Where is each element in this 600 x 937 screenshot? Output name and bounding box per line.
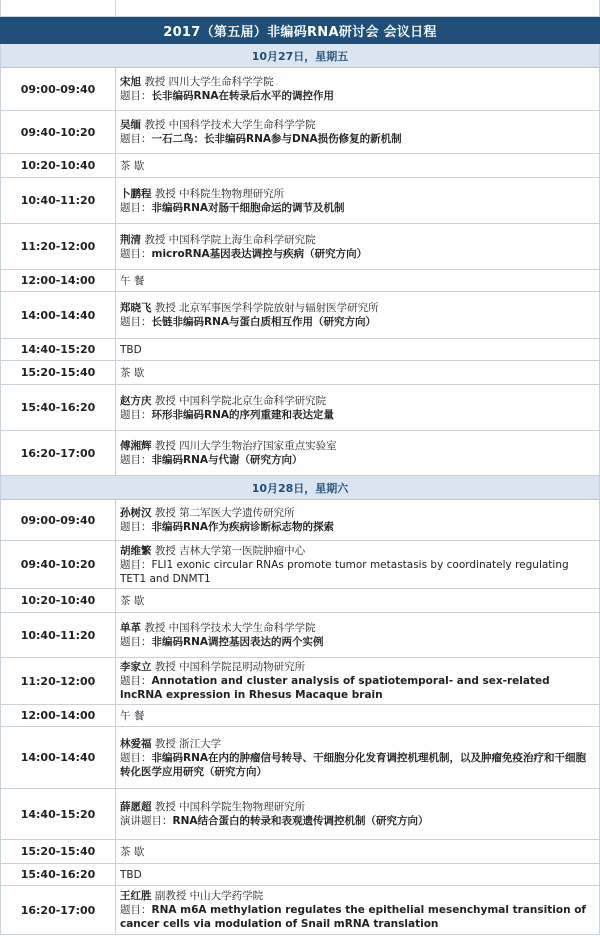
schedule-row	[1, 178, 599, 224]
speaker-line	[120, 889, 595, 903]
time-slot: 09:40-10:20	[1, 541, 116, 588]
break-label: 茶 歇	[120, 594, 145, 607]
schedule-row	[1, 840, 599, 864]
talk-title: 非编码RNA对肠干细胞命运的调节及机制	[151, 201, 345, 214]
time-slot: 11:20-12:00	[1, 658, 116, 704]
talk-cell	[116, 68, 599, 110]
talk-topic-line	[120, 132, 595, 146]
talk-cell	[116, 613, 599, 657]
talk-title: 一石二鸟：长非编码RNA参与DNA损伤修复的新机制	[151, 133, 402, 145]
speaker-name: 林爱福	[120, 737, 152, 750]
time-slot: 16:20-17:00	[1, 431, 116, 475]
speaker-affiliation: 教授 四川大学生命科学学院	[144, 76, 274, 88]
speaker-line	[120, 439, 595, 453]
speaker-line	[120, 75, 595, 89]
time-slot: 09:00-09:40	[1, 68, 116, 110]
talk-cell	[116, 658, 599, 704]
topic-label: 题目：	[120, 133, 152, 145]
talk-cell	[116, 431, 599, 475]
topic-label: 演讲题目：	[120, 815, 173, 827]
break-cell	[116, 339, 599, 360]
speaker-line	[120, 187, 595, 201]
time-slot: 14:40-15:20	[1, 789, 116, 839]
speaker-line	[120, 800, 595, 814]
time-slot: 10:40-11:20	[1, 613, 116, 657]
talk-title: RNA结合蛋白的转录和表观遗传调控机制（研究方向）	[172, 815, 429, 827]
speaker-name: 孙树汉	[120, 507, 152, 519]
schedule-row	[1, 589, 599, 613]
speaker-affiliation: 教授 四川大学生物治疗国家重点实验室	[154, 440, 337, 452]
schedule-row	[1, 886, 599, 935]
topic-label: 题目：	[120, 558, 152, 571]
speaker-name: 吴缅	[120, 119, 141, 131]
time-slot: 12:00-14:00	[1, 270, 116, 291]
talk-topic-line	[120, 751, 595, 779]
schedule-row	[1, 658, 599, 705]
speaker-affiliation: 教授 中科院生物物理研究所	[154, 187, 285, 200]
time-slot: 10:20-10:40	[1, 589, 116, 612]
speaker-line	[120, 394, 595, 408]
time-slot: 14:40-15:20	[1, 339, 116, 360]
schedule-row	[1, 292, 599, 339]
speaker-line	[120, 301, 595, 315]
speaker-name: 胡维繁	[120, 544, 152, 557]
break-label: 茶 歇	[120, 366, 145, 379]
time-slot: 14:00-14:40	[1, 727, 116, 788]
talk-title: 环形非编码RNA的序列重建和表达定量	[151, 408, 334, 421]
topic-label: 题目：	[120, 636, 152, 648]
talk-topic-line	[120, 903, 595, 931]
break-cell	[116, 840, 599, 863]
schedule-row	[1, 111, 599, 154]
speaker-name: 赵方庆	[120, 394, 152, 407]
speaker-affiliation: 教授 中国科学技术大学生命科学学院	[144, 119, 316, 131]
break-cell	[116, 154, 599, 177]
schedule-row	[1, 705, 599, 727]
talk-topic-line	[120, 520, 595, 534]
break-cell	[116, 705, 599, 726]
talk-title: RNA m6A methylation regulates the epithelial mesenchymal transition of cancer cells via modulation of Snail mRNA translation	[120, 904, 586, 930]
speaker-name: 郑晓飞	[120, 302, 152, 314]
top-strip	[0, 0, 600, 17]
speaker-affiliation: 教授 中国科学院昆明动物研究所	[154, 661, 306, 673]
talk-topic-line	[120, 635, 595, 649]
schedule-row	[1, 727, 599, 789]
speaker-name: 李家立	[120, 661, 152, 673]
break-cell	[116, 864, 599, 885]
schedule-row	[1, 361, 599, 385]
time-slot: 12:00-14:00	[1, 705, 116, 726]
schedule-row	[1, 864, 599, 886]
time-slot: 09:00-09:40	[1, 500, 116, 540]
talk-topic-line	[120, 558, 595, 586]
speaker-name: 王红胜	[120, 890, 152, 902]
time-slot: 14:00-14:40	[1, 292, 116, 338]
talk-title: 长链非编码RNA与蛋白质相互作用（研究方向）	[151, 316, 376, 328]
talk-cell	[116, 727, 599, 788]
day-header: 10月28日，星期六	[1, 476, 599, 500]
speaker-name: 傅湘辉	[120, 440, 152, 452]
topic-label: 题目：	[120, 751, 152, 764]
speaker-affiliation: 副教授 中山大学药学院	[154, 890, 264, 902]
break-label: TBD	[120, 868, 142, 881]
talk-topic-line	[120, 674, 595, 702]
time-slot: 11:20-12:00	[1, 224, 116, 269]
speaker-line	[120, 621, 595, 635]
talk-cell	[116, 224, 599, 269]
time-slot: 15:20-15:40	[1, 361, 116, 384]
day-header: 10月27日，星期五	[1, 44, 599, 68]
page-title: 2017（第五届）非编码RNA研讨会 会议日程	[0, 17, 600, 44]
talk-cell	[116, 111, 599, 153]
break-cell	[116, 361, 599, 384]
talk-cell	[116, 292, 599, 338]
speaker-affiliation: 教授 北京军事医学科学院放射与辐射医学研究所	[154, 302, 379, 314]
speaker-affiliation: 教授 中国科学院上海生命科学研究院	[144, 233, 316, 246]
talk-title: 非编码RNA与代谢（研究方向）	[151, 454, 303, 466]
topic-label: 题目：	[120, 521, 152, 533]
talk-title: 非编码RNA在内的肿瘤信号转导、干细胞分化发育调控机理机制，以及肿瘤免疫治疗和干细胞转化医学应用研究（研究方向）	[120, 751, 586, 778]
break-label: 午 餐	[120, 709, 145, 722]
talk-cell	[116, 178, 599, 223]
time-slot: 10:40-11:20	[1, 178, 116, 223]
schedule-table	[0, 44, 600, 935]
speaker-line	[120, 660, 595, 674]
talk-topic-line	[120, 408, 595, 422]
topic-label: 题目：	[120, 675, 152, 687]
talk-topic-line	[120, 89, 595, 103]
talk-topic-line	[120, 201, 595, 215]
speaker-affiliation: 教授 中国科学院北京生命科学研究院	[154, 394, 327, 407]
topic-label: 题目：	[120, 904, 152, 916]
topic-label: 题目：	[120, 316, 152, 328]
break-label: 茶 歇	[120, 159, 145, 172]
talk-cell	[116, 500, 599, 540]
talk-cell	[116, 789, 599, 839]
break-cell	[116, 589, 599, 612]
speaker-line	[120, 544, 595, 558]
speaker-line	[120, 737, 595, 751]
schedule-row	[1, 339, 599, 361]
schedule-row	[1, 270, 599, 292]
speaker-affiliation: 教授 中国科学院生物物理研究所	[154, 801, 306, 813]
time-slot: 15:40-16:20	[1, 385, 116, 430]
schedule-row	[1, 500, 599, 541]
talk-title: 非编码RNA作为疾病诊断标志物的探索	[151, 521, 334, 533]
break-label: TBD	[120, 343, 142, 356]
topic-label: 题目：	[120, 247, 152, 260]
speaker-name: 薛愿超	[120, 801, 152, 813]
talk-topic-line	[120, 315, 595, 329]
talk-title: FLI1 exonic circular RNAs promote tumor metastasis by coordinately regulating TET1 and DNMT1	[120, 558, 569, 585]
schedule-row	[1, 224, 599, 270]
speaker-line	[120, 506, 595, 520]
speaker-affiliation: 教授 中国科学技术大学生命科学学院	[144, 622, 316, 634]
talk-topic-line	[120, 814, 595, 828]
speaker-line	[120, 233, 595, 247]
speaker-name: 卜鹏程	[120, 187, 152, 200]
time-slot: 16:20-17:00	[1, 886, 116, 934]
time-slot: 10:20-10:40	[1, 154, 116, 177]
speaker-name: 宋旭	[120, 76, 141, 88]
schedule-row	[1, 385, 599, 431]
break-label: 午 餐	[120, 274, 145, 287]
topic-label: 题目：	[120, 454, 152, 466]
time-slot: 15:20-15:40	[1, 840, 116, 863]
topic-label: 题目：	[120, 201, 152, 214]
speaker-affiliation: 教授 第二军医大学遗传研究所	[154, 507, 295, 519]
talk-title: 长非编码RNA在转录后水平的调控作用	[151, 90, 334, 102]
topic-label: 题目：	[120, 90, 152, 102]
talk-title: microRNA基因表达调控与疾病（研究方向）	[151, 247, 368, 260]
time-slot: 15:40-16:20	[1, 864, 116, 885]
speaker-line	[120, 118, 595, 132]
schedule-row	[1, 431, 599, 476]
speaker-affiliation: 教授 吉林大学第一医院肿瘤中心	[154, 544, 306, 557]
speaker-name: 单革	[120, 622, 141, 634]
break-label: 茶 歇	[120, 845, 145, 858]
talk-topic-line	[120, 247, 595, 261]
talk-title: Annotation and cluster analysis of spatiotemporal- and sex-related lncRNA expression in Rhesus Macaque brain	[120, 675, 550, 701]
schedule-row	[1, 541, 599, 589]
talk-cell	[116, 541, 599, 588]
schedule-row	[1, 154, 599, 178]
topic-label: 题目：	[120, 408, 152, 421]
speaker-name: 荆清	[120, 233, 141, 246]
talk-cell	[116, 886, 599, 934]
schedule-row	[1, 789, 599, 840]
break-cell	[116, 270, 599, 291]
schedule-row	[1, 613, 599, 658]
talk-topic-line	[120, 453, 595, 467]
talk-title: 非编码RNA调控基因表达的两个实例	[151, 636, 324, 648]
talk-cell	[116, 385, 599, 430]
schedule-row	[1, 68, 599, 111]
time-slot: 09:40-10:20	[1, 111, 116, 153]
speaker-affiliation: 教授 浙江大学	[154, 737, 222, 750]
